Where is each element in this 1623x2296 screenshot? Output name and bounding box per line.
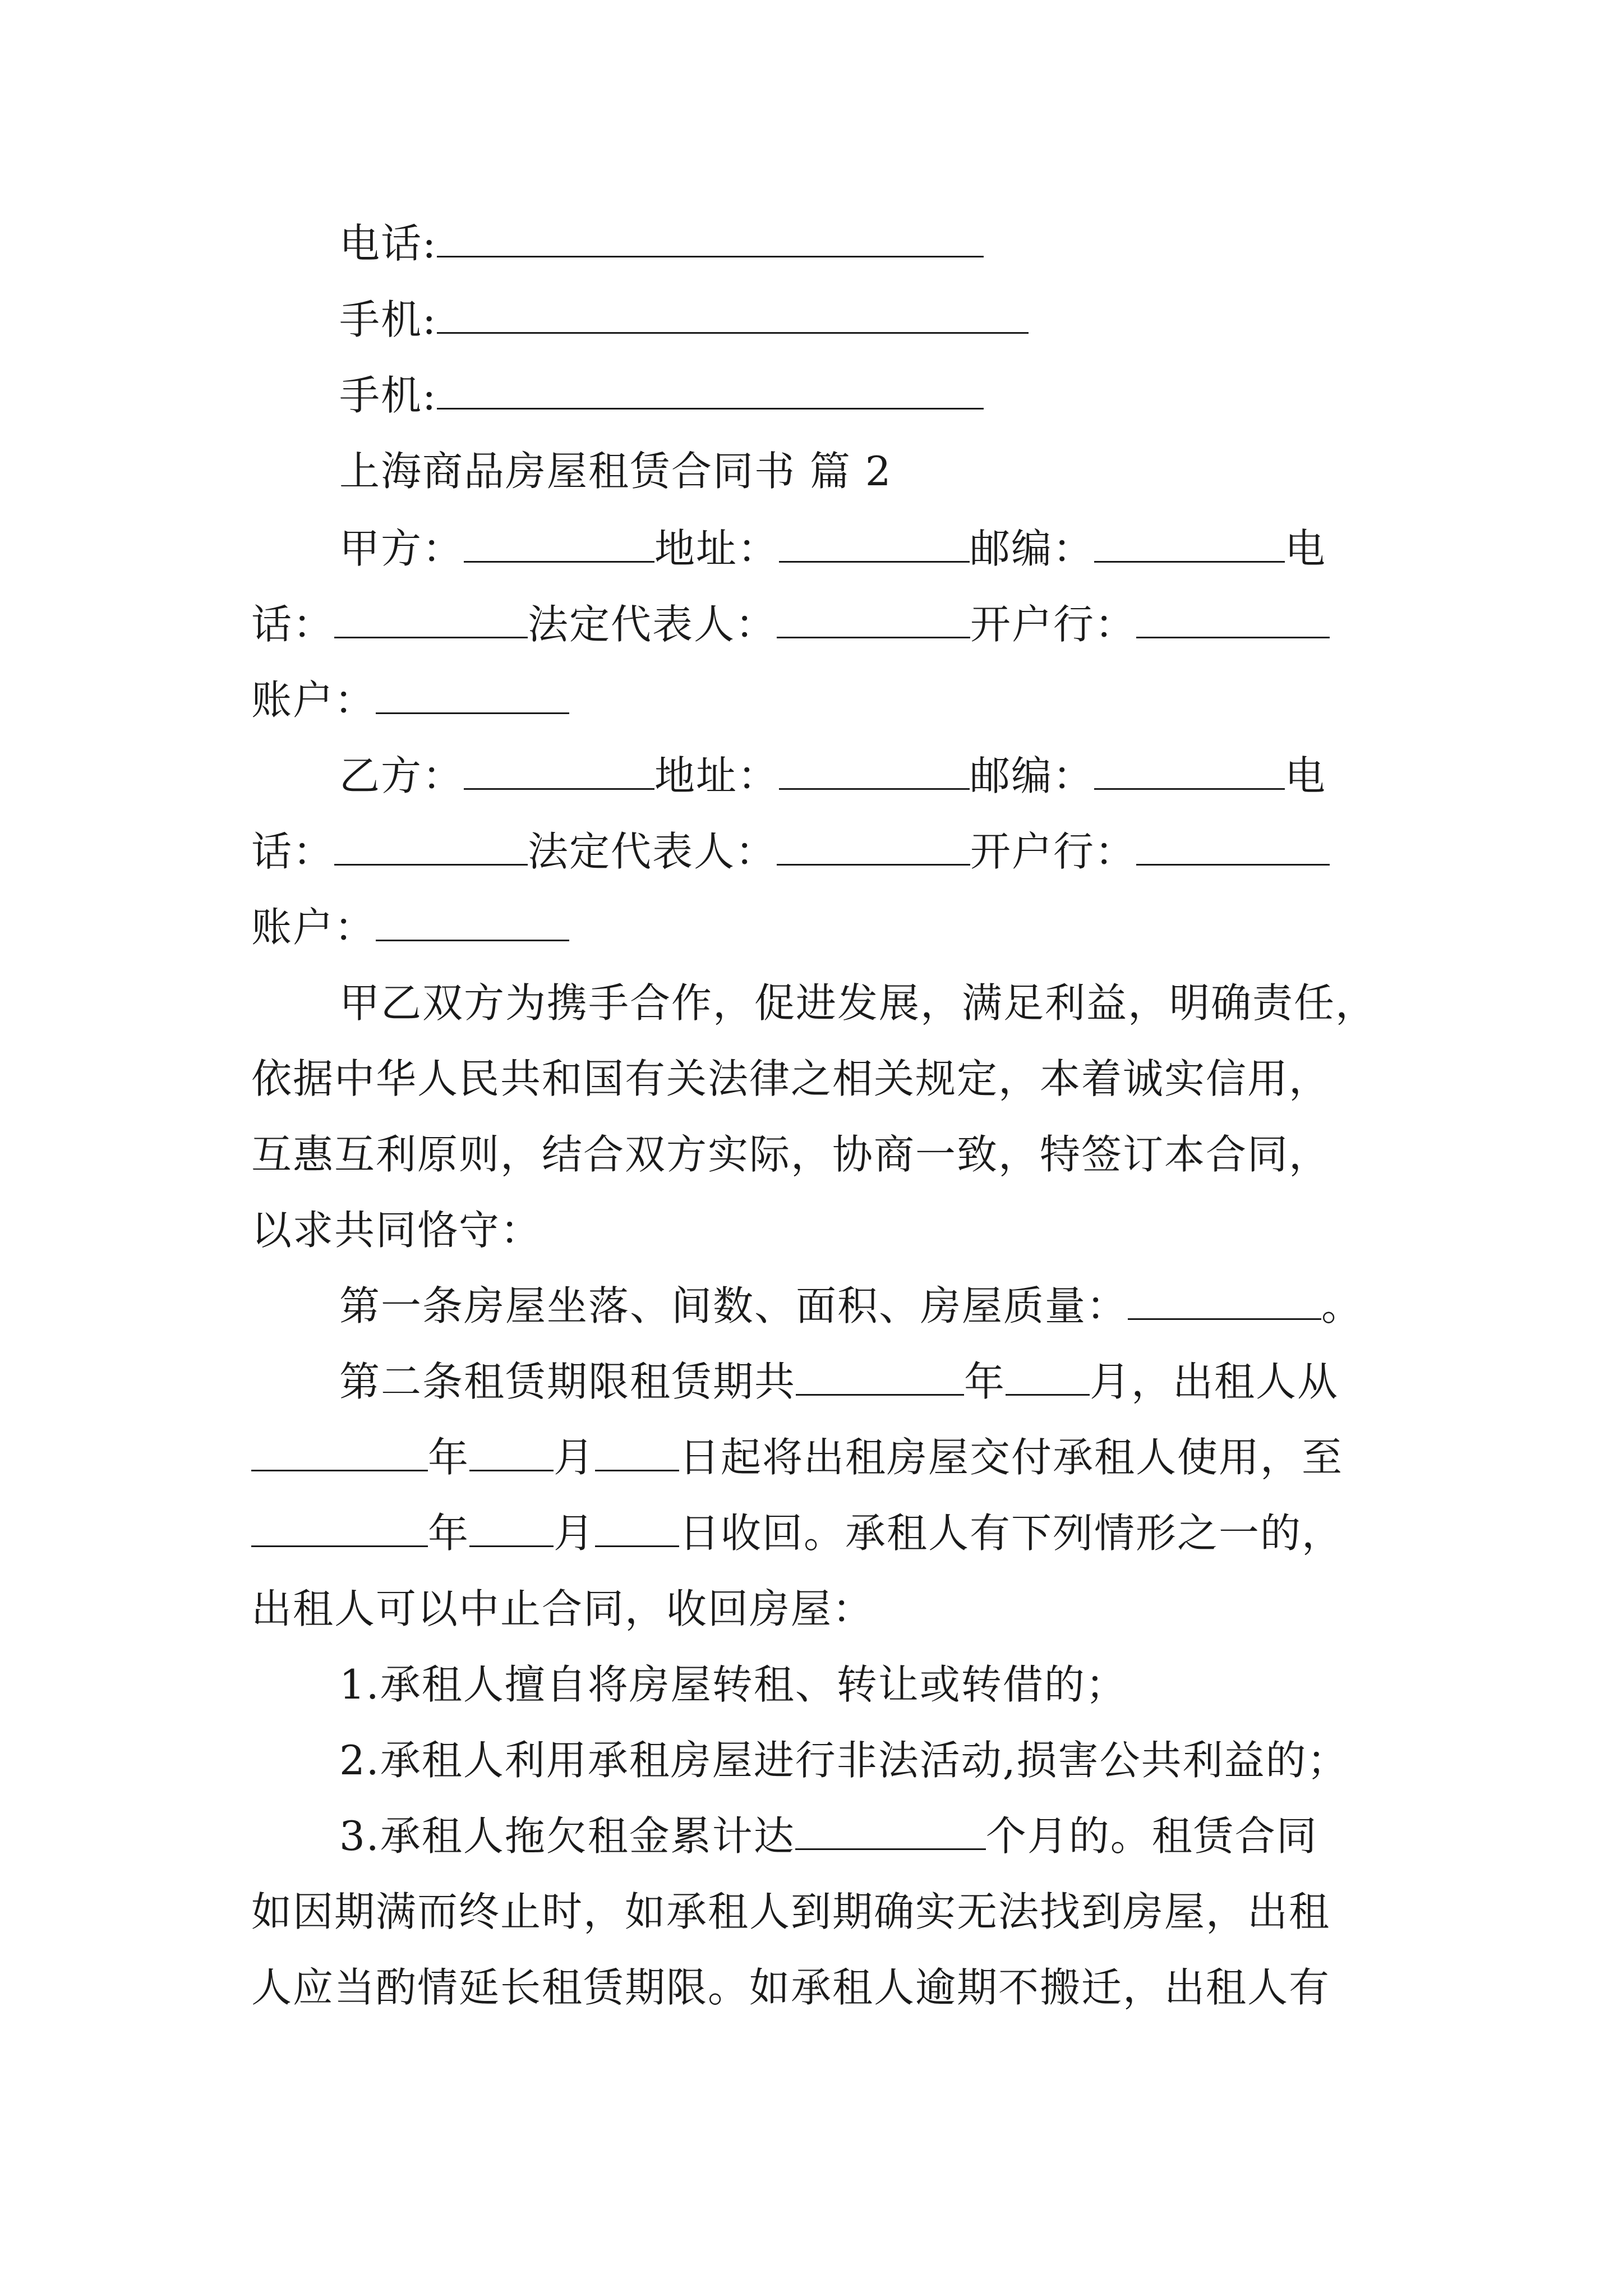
party-a-address-label: 地址： xyxy=(654,525,780,572)
article-2-line-3 xyxy=(251,1505,1343,1561)
party-b-line-2 xyxy=(251,823,1330,880)
party-a-account-blank xyxy=(376,677,569,714)
preamble-line-3: 互惠互利原则，结合双方实际，协商一致，特签订本合同， xyxy=(251,1131,1331,1178)
party-a-bank-label: 开户行： xyxy=(970,601,1137,648)
start-year-blank xyxy=(251,1434,428,1471)
term-years-blank xyxy=(796,1358,964,1396)
party-a-postcode-blank xyxy=(1094,525,1285,563)
mobile-line-1 xyxy=(339,292,1029,348)
section-number: 篇 2 xyxy=(809,448,892,495)
start-month-blank xyxy=(469,1434,554,1471)
article-1 xyxy=(339,1278,1363,1334)
article-1-end: 。 xyxy=(1321,1282,1363,1329)
start-month-label: 月 xyxy=(554,1434,596,1481)
party-a-line-2 xyxy=(251,596,1330,652)
section-heading xyxy=(339,443,892,499)
continuation-line-1: 如因期满而终止时，如承租人到期确实无法找到房屋，出租 xyxy=(251,1888,1331,1935)
party-b-address-label: 地址： xyxy=(654,752,780,799)
party-b-account-blank xyxy=(376,904,569,941)
party-b-name-blank xyxy=(464,752,654,790)
preamble-line-4: 以求共同恪守： xyxy=(251,1207,542,1254)
item-3 xyxy=(339,1808,1318,1864)
party-a-rep-label: 法定代表人： xyxy=(528,601,777,648)
item-1: 1.承租人擅自将房屋转租、转让或转借的； xyxy=(339,1661,1127,1708)
item-2: 2.承租人利用承租房屋进行非法活动,损害公共利益的； xyxy=(339,1737,1349,1784)
party-b-postcode-label: 邮编： xyxy=(970,752,1095,799)
article-1-text: 第一条房屋坐落、间数、面积、房屋质量： xyxy=(339,1282,1128,1329)
party-b-rep-label: 法定代表人： xyxy=(528,828,777,875)
section-title: 上海商品房屋租赁合同书 xyxy=(339,448,796,495)
party-a-phone-label-end: 话： xyxy=(251,601,335,648)
end-day-blank xyxy=(595,1510,679,1547)
item-3-text-1: 3.承租人拖欠租金累计达 xyxy=(339,1812,795,1860)
article-2-text-2: 月，出租人从 xyxy=(1090,1358,1339,1405)
party-b-rep-blank xyxy=(777,828,970,866)
party-a-rep-blank xyxy=(777,601,970,638)
article-2-text-3: 日起将出租房屋交付承租人使用，至 xyxy=(679,1434,1344,1481)
item-3-text-2: 个月的。租赁合同 xyxy=(985,1812,1318,1860)
end-year-label: 年 xyxy=(428,1510,470,1557)
party-a-address-blank xyxy=(779,525,970,563)
party-b-line-1 xyxy=(339,748,1326,804)
party-a-label: 甲方： xyxy=(339,525,464,572)
mobile-label-1: 手机: xyxy=(339,296,437,343)
start-day-blank xyxy=(595,1434,679,1471)
party-b-bank-blank xyxy=(1136,828,1330,866)
party-a-line-1 xyxy=(339,521,1326,577)
phone-line xyxy=(339,215,984,272)
party-b-phone-blank xyxy=(334,828,528,866)
year-label: 年 xyxy=(964,1358,1006,1405)
party-a-phone-blank xyxy=(334,601,528,638)
end-month-label: 月 xyxy=(554,1510,596,1557)
arrears-months-blank xyxy=(795,1812,986,1850)
party-a-postcode-label: 邮编： xyxy=(970,525,1095,572)
mobile-line-2 xyxy=(339,367,984,424)
party-b-address-blank xyxy=(779,752,970,790)
party-a-bank-blank xyxy=(1136,601,1330,638)
party-a-name-blank xyxy=(464,525,654,563)
mobile-label-2: 手机: xyxy=(339,372,437,419)
article-2-text-1: 第二条租赁期限租赁期共 xyxy=(339,1358,796,1405)
party-b-phone-label-end: 话： xyxy=(251,828,335,875)
party-b-phone-label-start: 电 xyxy=(1285,752,1327,799)
phone-label: 电话: xyxy=(339,220,437,267)
start-year-label: 年 xyxy=(428,1434,470,1481)
party-a-phone-label-start: 电 xyxy=(1285,525,1327,572)
party-a-line-3 xyxy=(251,672,569,728)
party-b-label: 乙方： xyxy=(339,752,464,799)
party-a-account-label: 账户： xyxy=(251,677,376,724)
party-b-line-3 xyxy=(251,899,569,955)
phone-blank xyxy=(437,220,984,257)
preamble-line-1: 甲乙双方为携手合作，促进发展，满足利益，明确责任， xyxy=(339,979,1377,1027)
article-2-text-4: 日收回。承租人有下列情形之一的， xyxy=(679,1510,1344,1557)
article-2-line-1 xyxy=(339,1354,1339,1410)
article-2-line-4: 出租人可以中止合同，收回房屋： xyxy=(251,1585,874,1632)
continuation-line-2: 人应当酌情延长租赁期限。如承租人逾期不搬迁，出租人有 xyxy=(251,1964,1331,2011)
mobile-blank-2 xyxy=(437,372,984,409)
party-b-account-label: 账户： xyxy=(251,904,376,951)
end-month-blank xyxy=(469,1510,554,1547)
article-2-line-2 xyxy=(251,1429,1343,1485)
preamble-line-2: 依据中华人民共和国有关法律之相关规定，本着诚实信用， xyxy=(251,1055,1331,1102)
party-b-postcode-blank xyxy=(1094,752,1285,790)
end-year-blank xyxy=(251,1510,428,1547)
party-b-bank-label: 开户行： xyxy=(970,828,1137,875)
article-1-blank xyxy=(1128,1282,1321,1320)
term-months-blank xyxy=(1006,1358,1090,1396)
mobile-blank-1 xyxy=(437,296,1029,334)
